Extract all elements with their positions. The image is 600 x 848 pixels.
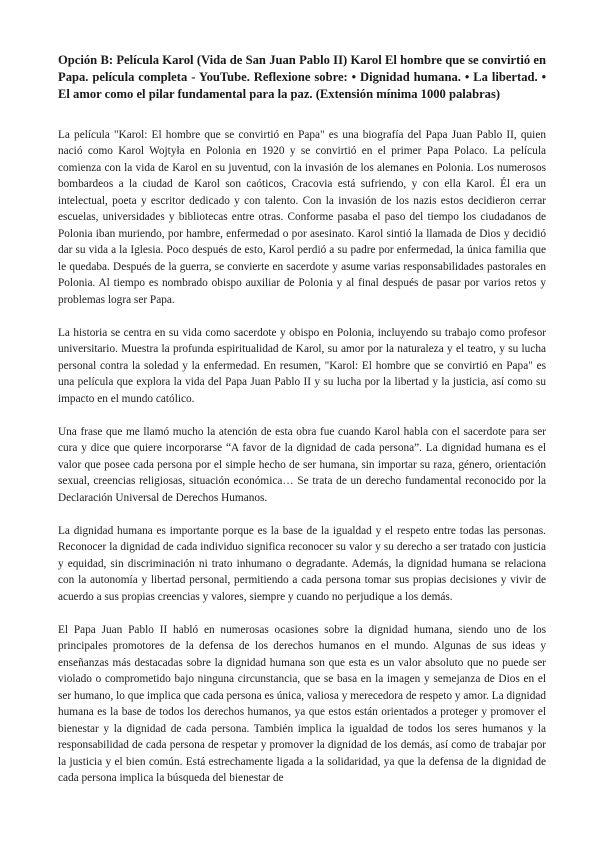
- paragraph-3: Una frase que me llamó mucho la atención de esta obra fue cuando Karol habla con el sacerdote para ser cura y dice que quiere incorporarse “A favor de la dignidad de cada persona”. La dignidad humana es el valor que posee cada persona por el simple hecho de ser humana, sin importar su raza, género, orientación sexual, creencias religiosas, situación económica… Se trata de un derecho fundamental reconocido por la Declaración Universal de Derechos Humanos.: [58, 425, 546, 504]
- document-heading: Opción B: Película Karol (Vida de San Juan Pablo II) Karol El hombre que se convirtió en Papa. película completa - YouTube. Reflexione sobre: • Dignidad humana. • La libertad. • El amor como el pilar fundamental para la paz. (Extensión mínima 1000 palabras): [58, 53, 546, 102]
- paragraph-4: La dignidad humana es importante porque es la base de la igualdad y el respeto entre todas las personas. Reconocer la dignidad de cada individuo significa reconocer su valor y su derecho a ser tratado con justicia y equidad, sin discriminación ni trato inhumano o degradante. Además, la dignidad humana se relaciona con la autonomía y libertad personal, permitiendo a cada persona tomar sus propias decisiones y vivir de acuerdo a sus propias creencias y valores, siempre y cuando no perjudique a los demás.: [58, 524, 546, 603]
- paragraph-2: La historia se centra en su vida como sacerdote y obispo en Polonia, incluyendo su trabajo como profesor universitario. Muestra la profunda espiritualidad de Karol, su amor por la naturaleza y el teatro, y su lucha personal contra la soledad y la enfermedad. En resumen, "Karol: El hombre que se convirtió en Papa" es una película que explora la vida del Papa Juan Pablo II y su lucha por la libertad y la justicia, así como su impacto en el mundo católico.: [58, 326, 546, 405]
- document-page: [58, 52, 546, 803]
- paragraph-1: La película "Karol: El hombre que se convirtió en Papa" es una biografía del Papa Juan Pablo II, quien nació como Karol Wojtyła en Polonia en 1920 y se convirtió en el primer Papa Polaco. La película comienza con la vida de Karol en su juventud, con la invasión de los alemanes en Polonia. Los numerosos bombardeos a la ciudad de Karol son caóticos, Cracovia está sufriendo, y con ella Karol. Él era un intelectual, poeta y escritor dedicado y con talento. Con la invasión de los nazis estos decidieron cerrar escuelas, universidades y bibliotecas entre otras. Conforme pasaba el paso del tiempo los ciudadanos de Polonia iban muriendo, por hambre, enfermedad o por asesinato. Karol sintió la llamada de Dios y decidió dar su vida a la Iglesia. Poco después de esto, Karol perdió a su padre por enfermedad, la única familia que le quedaba. Después de la guerra, se convierte en sacerdote y asume varias responsabilidades pastorales en Polonia. Al tiempo es nombrado obispo auxiliar de Polonia y al final después de pasar por varios retos y problemas logra ser Papa.: [58, 128, 546, 306]
- paragraph-5: El Papa Juan Pablo II habló en numerosas ocasiones sobre la dignidad humana, siendo uno de los principales promotores de la defensa de los derechos humanos en el mundo. Algunas de sus ideas y enseñanzas más destacadas sobre la dignidad humana son que esta es un valor absoluto que no puede ser violado o comprometido bajo ninguna circunstancia, que se basa en la imagen y semejanza de Dios en el ser humano, lo que implica que cada persona es única, valiosa y merecedora de respeto y amor. La dignidad humana es la base de todos los derechos humanos, ya que estos están orientados a proteger y promover el bienestar y la dignidad de cada persona. También implica la igualdad de todos los seres humanos y la responsabilidad de cada persona de respetar y promover la dignidad de los demás, así como de trabajar por la justicia y el bien común. Está estrechamente ligada a la solidaridad, ya que la defensa de la dignidad de cada persona implica la búsqueda del bienestar de: [58, 623, 546, 785]
